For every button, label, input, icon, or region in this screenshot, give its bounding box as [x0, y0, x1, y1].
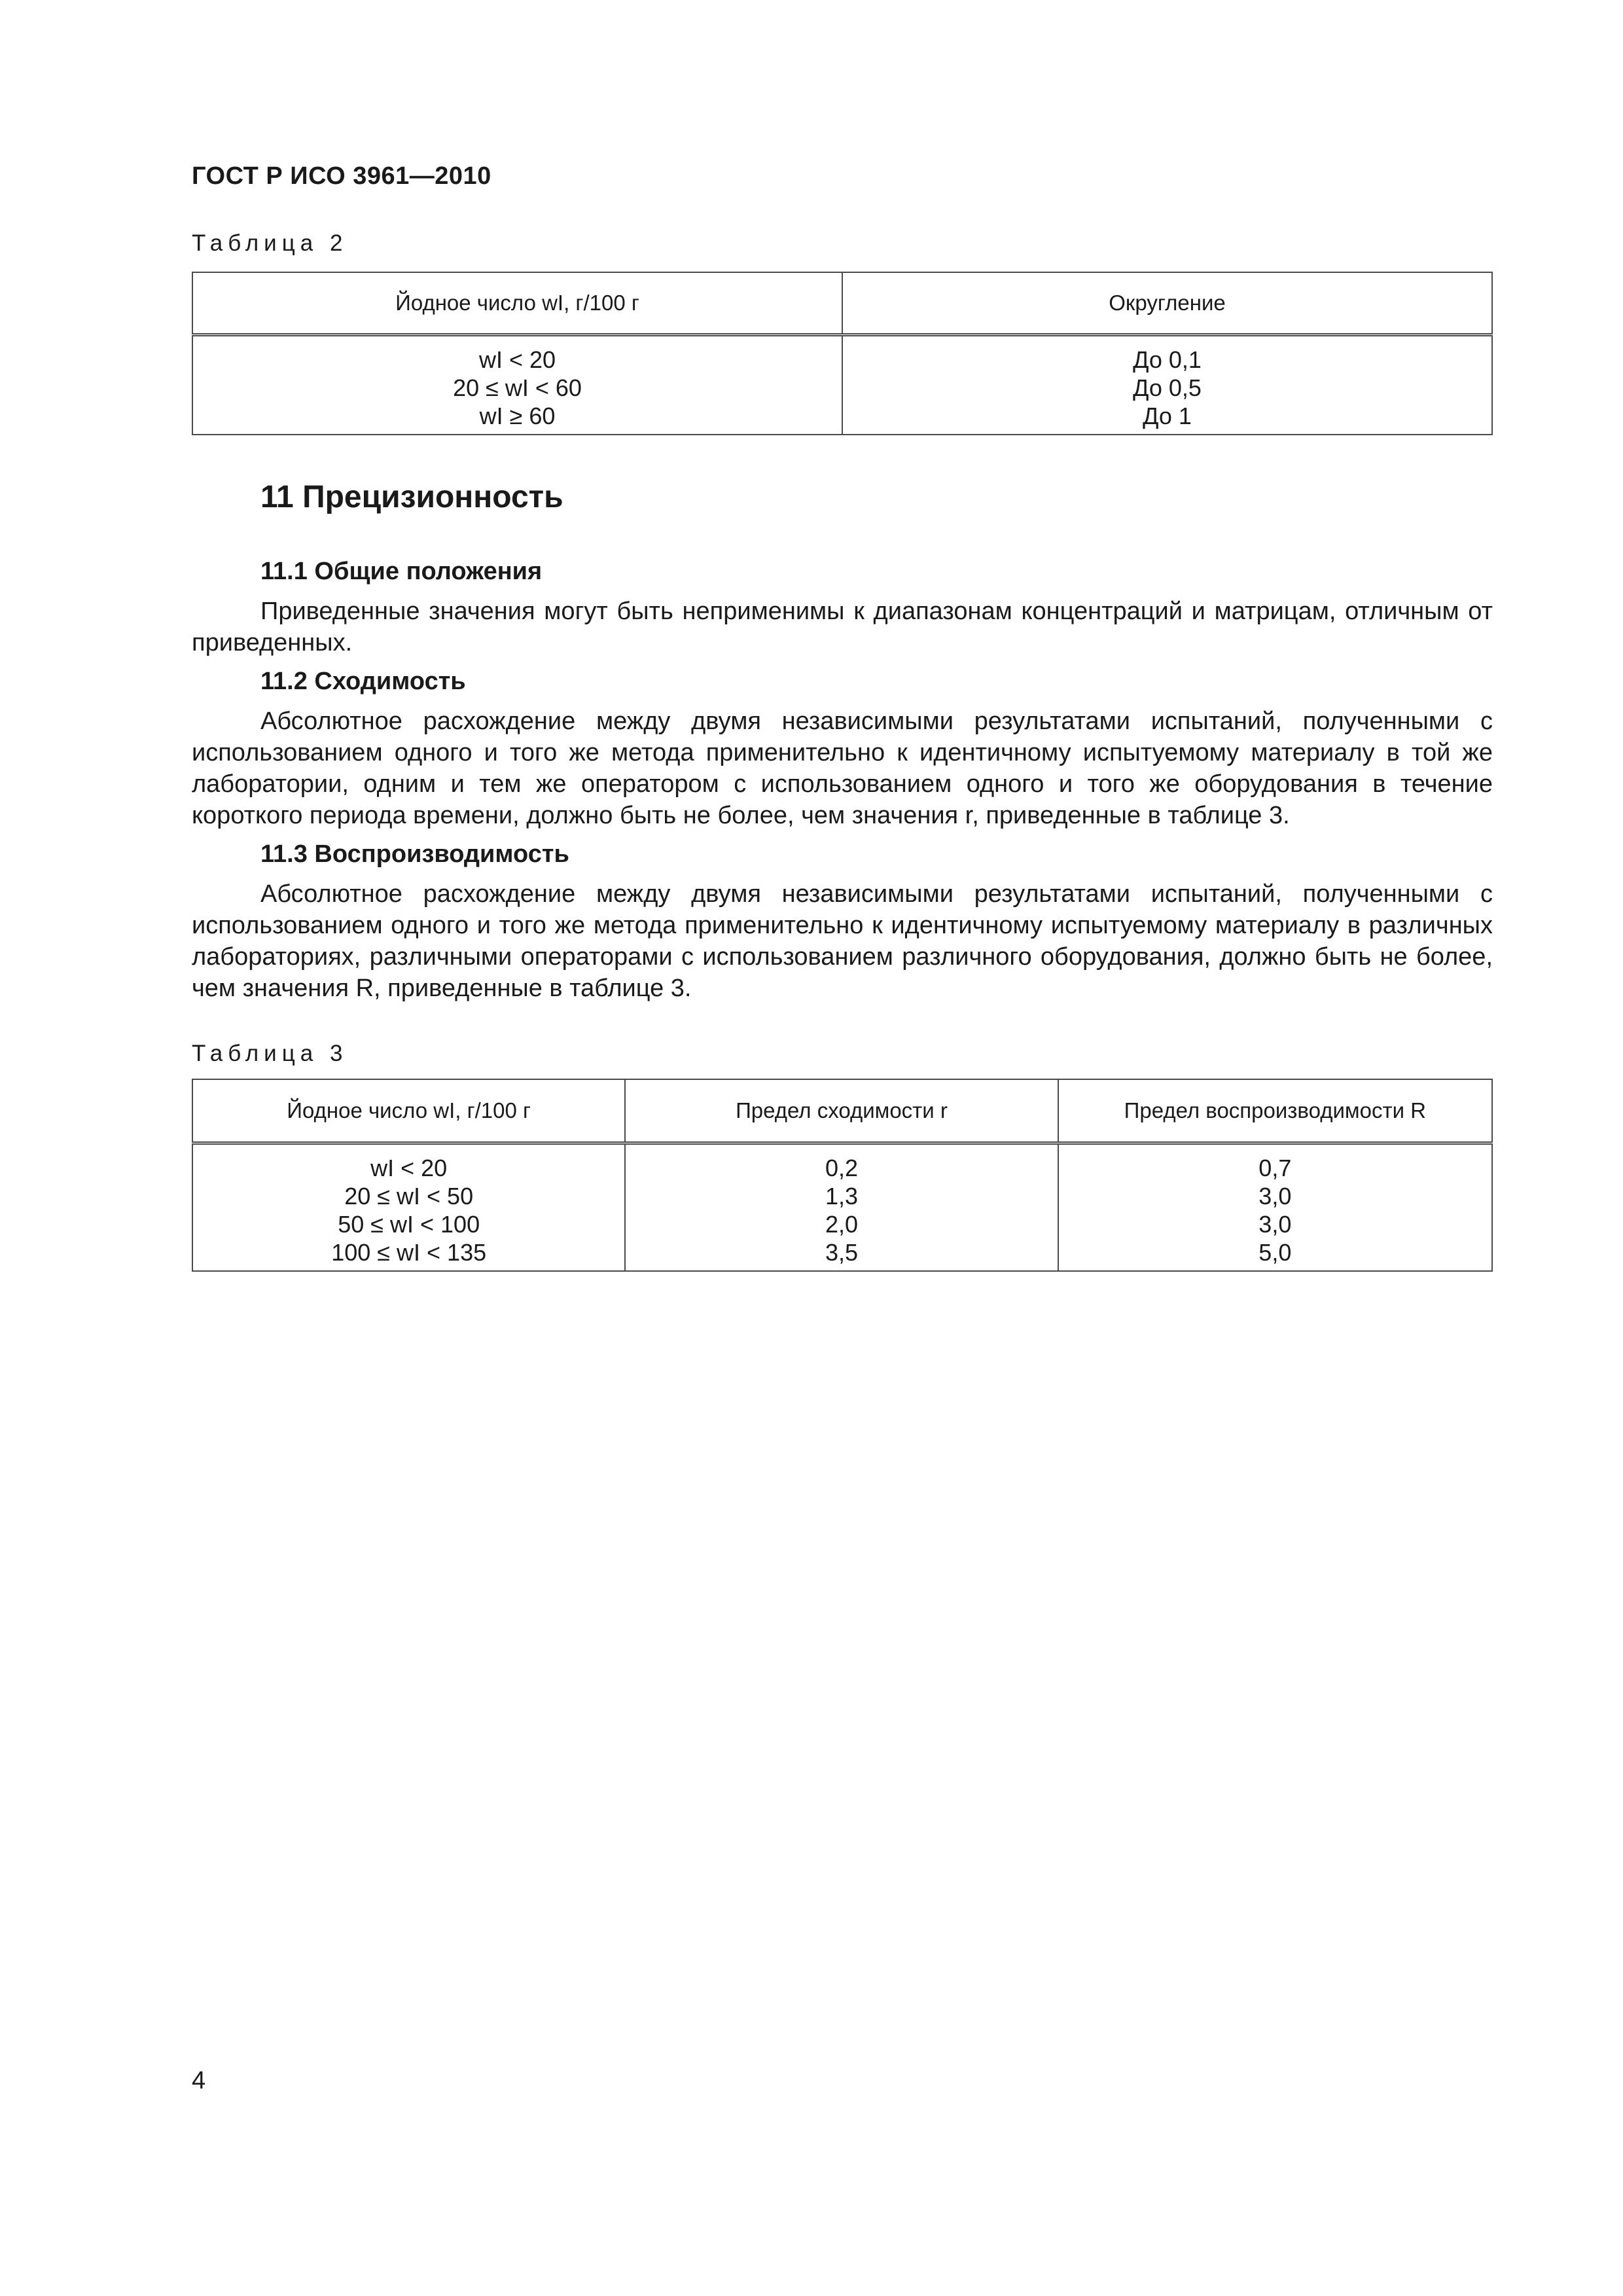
- table-3-header-iodine-value: Йодное число wI, г/100 г: [192, 1079, 625, 1143]
- table-2: [192, 272, 1493, 435]
- table-3-body-row: [192, 1143, 1492, 1272]
- table-3-repeatability-value: 3,5: [825, 1239, 859, 1266]
- subsection-11-3-title: 11.3 Воспроизводимость: [260, 840, 569, 868]
- subsection-11-1-title: 11.1 Общие положения: [260, 558, 543, 585]
- table-3-range: 50 ≤ wI < 100: [338, 1211, 480, 1238]
- table-2-iodine-ranges-cell: [192, 335, 842, 435]
- page-number: 4: [192, 2067, 206, 2094]
- table-2-header-iodine-value: Йодное число wI, г/100 г: [192, 272, 842, 335]
- table-2-body-row: [192, 335, 1492, 435]
- table-3-range: 20 ≤ wI < 50: [344, 1183, 474, 1210]
- table-2-rounding-value: До 0,1: [1133, 346, 1202, 373]
- table-3-header-repeatability: Предел сходимости r: [625, 1079, 1058, 1143]
- table-3-reproducibility-value: 3,0: [1258, 1211, 1292, 1238]
- table-3-header-reproducibility: Предел воспроизводимости R: [1058, 1079, 1492, 1143]
- table-3-repeatability-value: 2,0: [825, 1211, 859, 1238]
- table-3: [192, 1079, 1493, 1272]
- table-2-caption: Таблица 2: [192, 230, 348, 256]
- table-2-rounding-value: До 1: [1143, 403, 1192, 429]
- table-3-header-row: [192, 1079, 1492, 1143]
- table-3-repeatability-value: 1,3: [825, 1183, 859, 1210]
- table-3-iodine-ranges-cell: [192, 1143, 625, 1272]
- subsection-11-1-text: Приведенные значения могут быть неприменимы к диапазонам концентраций и матрицам, отличным от приведенных.: [192, 598, 1493, 656]
- table-3-reproducibility-cell: [1058, 1143, 1492, 1272]
- table-2-header-rounding: Округление: [842, 272, 1492, 335]
- table-3-range: wI < 20: [370, 1155, 448, 1181]
- table-2-rounding-cell: [842, 335, 1492, 435]
- table-2-rounding-value: До 0,5: [1133, 374, 1202, 401]
- table-3-reproducibility-value: 3,0: [1258, 1183, 1292, 1210]
- subsection-11-3-text: Абсолютное расхождение между двумя независимыми результатами испытаний, полученными с использованием одного и того же метода применительно к идентичному испытуемому материалу в различных лабораториях, различными операторами с использованием различного оборудования, должно быть не более, чем значения R, приведенные в таблице 3.: [192, 880, 1493, 1002]
- document-header: ГОСТ Р ИСО 3961—2010: [192, 162, 491, 190]
- table-3-range: 100 ≤ wI < 135: [331, 1239, 487, 1266]
- table-2-range: 20 ≤ wI < 60: [453, 374, 582, 401]
- table-3-reproducibility-value: 0,7: [1258, 1155, 1292, 1181]
- table-2-range: wI < 20: [478, 346, 556, 373]
- subsection-11-2-title: 11.2 Сходимость: [260, 668, 466, 695]
- table-3-reproducibility-value: 5,0: [1258, 1239, 1292, 1266]
- table-3-repeatability-cell: [625, 1143, 1058, 1272]
- table-3-caption: Таблица 3: [192, 1041, 348, 1066]
- table-2-header-row: [192, 272, 1492, 335]
- section-11-title: 11 Прецизионность: [260, 480, 563, 514]
- subsection-11-2-text: Абсолютное расхождение между двумя независимыми результатами испытаний, полученными с использованием одного и того же метода применительно к идентичному испытуемому материалу в той же лаборатории, одним и тем же оператором с использованием одного и того же оборудования в течение короткого периода времени, должно быть не более, чем значения r, приведенные в таблице 3.: [192, 708, 1493, 829]
- table-2-range: wI ≥ 60: [479, 403, 556, 429]
- table-3-repeatability-value: 0,2: [825, 1155, 859, 1181]
